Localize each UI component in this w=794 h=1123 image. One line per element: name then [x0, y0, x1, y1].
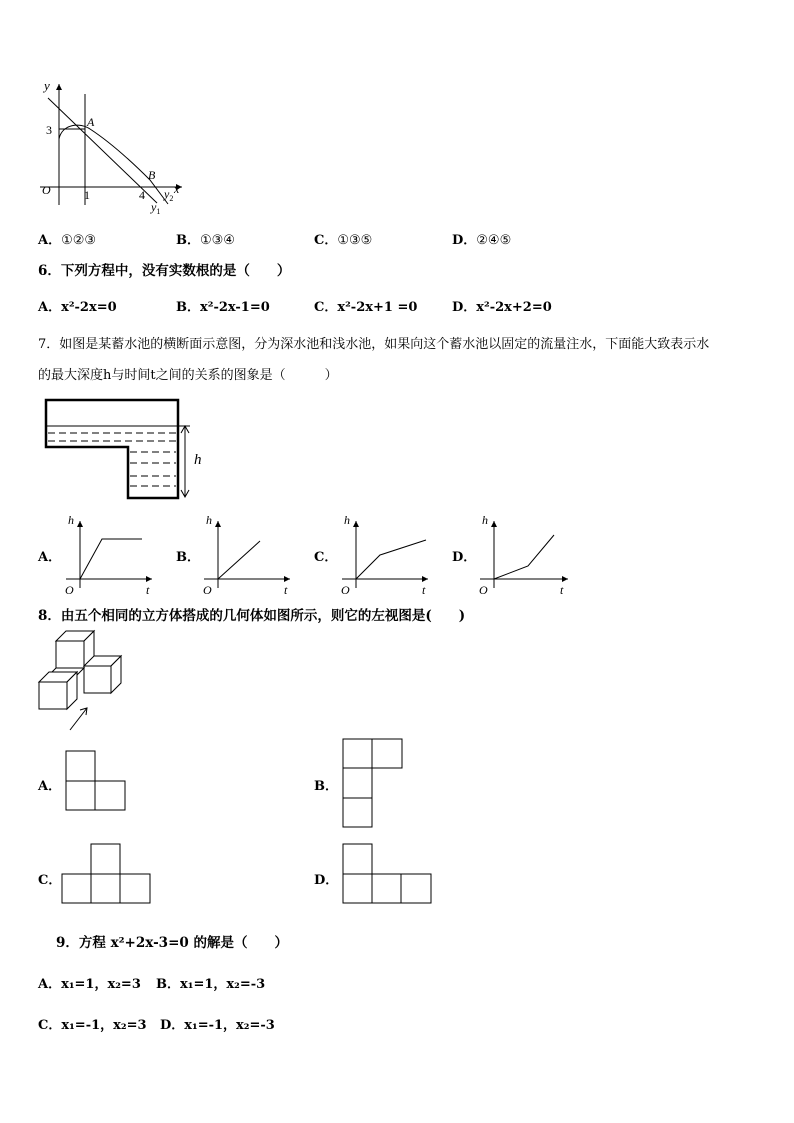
- svg-text:h: h: [68, 513, 74, 527]
- q7-option-b[interactable]: B．: [176, 550, 200, 565]
- q8-option-b[interactable]: B．: [314, 779, 338, 794]
- q7-graph-c-curve: [356, 540, 426, 579]
- q9-stem: 9．方程 x²+2x-3=0 的解是（ ）: [56, 935, 288, 951]
- svg-text:O: O: [203, 583, 212, 597]
- q7-graph-a: [65, 513, 152, 597]
- q5-function-graph: [0, 0, 794, 230]
- q8-option-a-figure[interactable]: [65, 750, 135, 812]
- q9-option-a[interactable]: A．x₁=1，x₂=3: [38, 977, 141, 992]
- q9-option-b[interactable]: B．x₁=1，x₂=-3: [156, 977, 266, 992]
- svg-text:h: h: [206, 513, 212, 527]
- q6-option-d[interactable]: D．x²-2x+2=0: [452, 300, 552, 315]
- q5-label-y1: $y_1$: [151, 200, 161, 216]
- q5-curve-y2: [59, 125, 168, 204]
- q5-point-b: B: [148, 168, 156, 182]
- svg-text:t: t: [146, 583, 150, 597]
- q5-point-a: A: [87, 115, 95, 129]
- q8-option-d[interactable]: D．: [314, 873, 339, 888]
- q8-option-c[interactable]: C．: [38, 873, 62, 888]
- q6-option-b[interactable]: B．x²-2x-1=0: [176, 300, 270, 315]
- svg-text:h: h: [344, 513, 350, 527]
- q5-option-a[interactable]: A．①②③: [38, 233, 97, 248]
- q5-label-x: x: [174, 182, 180, 196]
- q5-option-b[interactable]: B．①③④: [176, 233, 235, 248]
- svg-text:O: O: [341, 583, 350, 597]
- q8-option-c-figure[interactable]: [61, 843, 153, 905]
- q7-graph-c: [341, 513, 428, 597]
- q5-tick-1: 1: [84, 188, 90, 202]
- q5-label-y: y: [44, 78, 50, 93]
- q7-stem-line1: 7．如图是某蓄水池的横断面示意图，分为深水池和浅水池，如果向这个蓄水池以固定的流量注水，下面能大致表示水: [38, 337, 710, 352]
- q5-label-origin: O: [42, 183, 51, 197]
- q8-stem: 8．由五个相同的立方体搭成的几何体如图所示，则它的左视图是( ): [38, 608, 466, 624]
- q9-option-c[interactable]: C．x₁=-1，x₂=3: [38, 1018, 147, 1033]
- q8-option-a[interactable]: A．: [38, 779, 62, 794]
- q7-option-graphs: [0, 508, 794, 598]
- q7-graph-d: [479, 513, 568, 597]
- q6-stem: 6．下列方程中，没有实数根的是（ ）: [38, 263, 291, 279]
- svg-text:t: t: [422, 583, 426, 597]
- q6-option-a[interactable]: A．x²-2x=0: [38, 300, 117, 315]
- q5-option-d[interactable]: D．②④⑤: [452, 233, 512, 248]
- q7-stem-line2: 的最大深度h与时间t之间的关系的图象是（ ）: [38, 368, 338, 383]
- svg-text:h: h: [482, 513, 488, 527]
- q7-option-a[interactable]: A．: [38, 550, 62, 565]
- q8-option-d-figure[interactable]: [342, 843, 434, 905]
- svg-text:t: t: [284, 583, 288, 597]
- q5-tick-3: 3: [46, 123, 52, 137]
- q6-option-c[interactable]: C．x²-2x+1 =0: [314, 300, 418, 315]
- q5-tick-4: 4: [139, 188, 145, 202]
- q5-option-c[interactable]: C．①③⑤: [314, 233, 373, 248]
- q7-diagram-h-label: h: [194, 452, 202, 468]
- q8-cubes-figure: [0, 625, 794, 735]
- svg-text:O: O: [65, 583, 74, 597]
- q7-graph-b-curve: [218, 541, 260, 579]
- q9-option-d[interactable]: D．x₁=-1，x₂=-3: [160, 1018, 275, 1033]
- q5-label-y2: $y_2$: [164, 187, 174, 203]
- q7-option-d[interactable]: D．: [452, 550, 477, 565]
- svg-text:O: O: [479, 583, 488, 597]
- svg-text:t: t: [560, 583, 564, 597]
- q7-graph-d-curve: [494, 535, 554, 579]
- q7-graph-b: [203, 513, 290, 597]
- q7-graph-a-curve: [80, 539, 142, 579]
- q8-option-b-figure[interactable]: [342, 738, 412, 830]
- q7-option-c[interactable]: C．: [314, 550, 338, 565]
- q7-reservoir-diagram: [0, 395, 794, 515]
